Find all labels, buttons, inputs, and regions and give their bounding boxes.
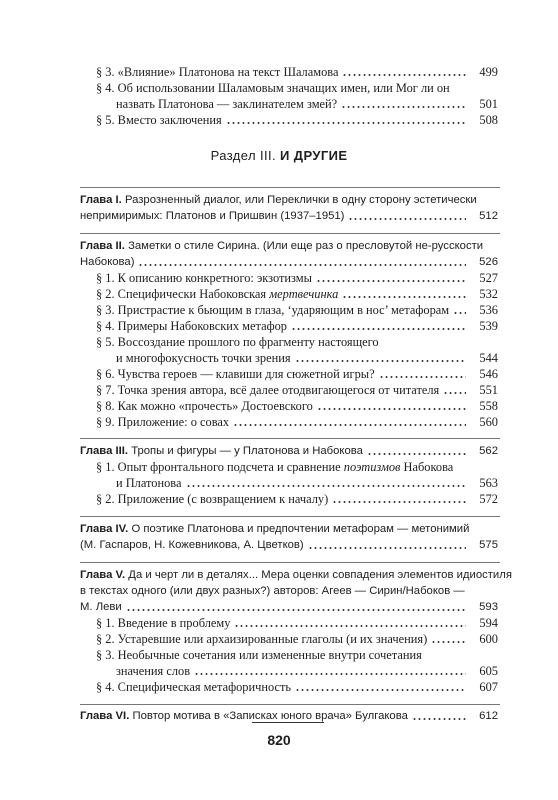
toc-page-number: 499 [479, 65, 498, 79]
toc-page-number: 526 [479, 256, 498, 268]
toc-entry-line [96, 647, 498, 663]
page-number: 820 [267, 732, 291, 748]
dot-leader [341, 106, 466, 108]
toc-page-number: 539 [479, 319, 498, 333]
toc-page-number: 600 [479, 632, 498, 646]
toc-entry-label: § 9. Приложение: о совах [96, 415, 230, 429]
toc-page-number: 572 [479, 492, 498, 506]
chapter-heading: Глава IV. [80, 523, 129, 535]
toc-entry [96, 491, 498, 507]
chapter-entry [80, 208, 498, 224]
dot-leader [342, 296, 466, 298]
toc-entry [96, 270, 498, 286]
section-title [0, 148, 558, 163]
toc-entry-label: § 4. Об использовании Шаламовым значащих имен, или Мог ли он [96, 81, 450, 95]
toc-page-number: 562 [479, 445, 498, 457]
chapter-title: Повтор мотива в «Записках юного врача» Булгакова [132, 710, 408, 722]
chapter-title: в текстах одного (или двух разных?) авторов: Агеев — Сирин/Набоков — [80, 585, 465, 597]
chapter-entry [80, 599, 498, 615]
toc-entry-label: § 4. Примеры Набоковских метафор [96, 319, 287, 333]
chapter-title: Заметки о стиле Сирина. (Или еще раз о пресловутой не-русскости [128, 240, 484, 252]
toc-page-number: 527 [479, 271, 498, 285]
toc-entry [116, 663, 498, 679]
dot-leader [138, 264, 466, 266]
dot-leader [226, 122, 466, 124]
chapter-title: непримиримых: Платонов и Пришвин (1937–1951) [80, 210, 345, 222]
toc-entry [96, 414, 498, 430]
toc-entry [116, 475, 498, 491]
toc-page-number: 536 [479, 303, 498, 317]
toc-entry-label: § 6. Чувства героев — клавиши для сюжетной игры? [96, 367, 375, 381]
toc-entry-line [96, 80, 498, 96]
toc-entry-label: § 1. Опыт фронтального подсчета и сравнение поэтизмов Набокова [96, 460, 454, 474]
toc-entry-label: назвать Платонова — заклинателем змей? [116, 97, 338, 111]
dot-leader [126, 609, 466, 611]
toc-entry-label: § 2. Устаревшие или архаизированные глаголы (и их значения) [96, 632, 428, 646]
toc-page-number: 512 [479, 210, 498, 222]
chapter-heading: Глава II. [80, 240, 125, 252]
toc-entry-label: § 7. Точка зрения автора, всё далее отодвигающегося от читателя [96, 383, 440, 397]
toc-entry-label: § 4. Специфическая метафоричность [96, 680, 292, 694]
chapter-title: Да и черт ли в деталях... Мера оценки совпадения элементов идиостиля [128, 569, 512, 581]
dot-leader [342, 74, 466, 76]
chapter-title-line [80, 583, 498, 599]
chapter-heading: Глава I. [80, 194, 122, 206]
toc-entry [96, 286, 498, 302]
dot-leader [412, 718, 466, 720]
dot-leader [332, 501, 466, 503]
folio-rule [252, 722, 324, 723]
toc-entry [96, 302, 498, 318]
toc-page-number: 508 [479, 113, 498, 127]
toc-page-number: 563 [479, 476, 498, 490]
toc-page-number: 551 [479, 383, 498, 397]
chapter-divider [80, 438, 500, 439]
dot-leader [295, 689, 466, 691]
toc-entry [96, 112, 498, 128]
chapter-title: Набокова) [80, 256, 135, 268]
dot-leader [194, 673, 466, 675]
chapter-divider [80, 516, 500, 517]
chapter-entry [80, 537, 498, 553]
dot-leader [379, 376, 466, 378]
chapter-title: О поэтике Платонова и предпочтении метафорам — метонимий [131, 523, 470, 535]
toc-entry-label: § 3. Пристрастие к бьющим в глаза, ‘ударяющим в нос’ метафорам [96, 303, 450, 317]
toc-entry [96, 64, 498, 80]
dot-leader [308, 547, 466, 549]
chapter-heading: Глава V. [80, 569, 126, 581]
toc-page-number: 501 [479, 97, 498, 111]
chapter-title-line [80, 192, 498, 208]
toc-entry-label: § 8. Как можно «прочесть» Достоевского [96, 399, 313, 413]
chapter-divider [80, 704, 500, 705]
toc-entry [116, 96, 498, 112]
toc-page-number: 544 [479, 351, 498, 365]
toc-entry-label: § 1. К описанию конкретного: экзотизмы [96, 271, 312, 285]
dot-leader [186, 485, 467, 487]
chapter-title: (М. Гаспаров, Н. Кожевникова, А. Цветков) [80, 539, 304, 551]
chapter-divider [80, 187, 500, 188]
dot-leader [316, 280, 466, 282]
chapter-title: Разрозненный диалог, или Переклички в одну сторону эстетически [124, 194, 477, 206]
dot-leader [234, 625, 466, 627]
chapter-heading: Глава VI. [80, 710, 130, 722]
toc-entry [96, 318, 498, 334]
toc-entry-line [96, 334, 498, 350]
toc-entry [96, 631, 498, 647]
section-prefix: Раздел III. [210, 148, 277, 163]
toc-entry [96, 382, 498, 398]
chapter-heading: Глава III. [80, 445, 129, 457]
toc-entry-label: § 1. Введение в проблему [96, 616, 231, 630]
toc-entry-label: значения слов [116, 664, 191, 678]
toc-entry-label: § 3. Необычные сочетания или измененные внутри сочетания [96, 648, 422, 662]
chapter-entry [80, 443, 498, 459]
toc-page-number: 560 [479, 415, 498, 429]
toc-page-number: 594 [479, 616, 498, 630]
toc-entry-label: § 5. Воссоздание прошлого по фрагменту настоящего [96, 335, 379, 349]
toc-entry [116, 350, 498, 366]
dot-leader [233, 424, 466, 426]
toc-page-number: 593 [479, 601, 498, 613]
chapter-divider [80, 233, 500, 234]
toc-entry-label: § 2. Приложение (с возвращением к началу) [96, 492, 329, 506]
chapter-entry [80, 254, 498, 270]
toc-entry [96, 398, 498, 414]
toc-entry-label: и многофокусность точки зрения [116, 351, 291, 365]
toc-page-number: 575 [479, 539, 498, 551]
toc-page-number: 607 [479, 680, 498, 694]
dot-leader [431, 641, 466, 643]
toc-page-number: 546 [479, 367, 498, 381]
chapter-title-line [80, 521, 498, 537]
chapter-title-line [80, 567, 512, 583]
toc-entry [96, 615, 498, 631]
toc-page-number: 558 [479, 399, 498, 413]
dot-leader [453, 312, 466, 314]
dot-leader [317, 408, 466, 410]
toc-entry-label: § 3. «Влияние» Платонова на текст Шаламова [96, 65, 339, 79]
section-name: И ДРУГИЕ [280, 148, 348, 163]
dot-leader [291, 328, 466, 330]
chapter-title: М. Леви [80, 601, 122, 613]
toc-entry-label: и Платонова [116, 476, 182, 490]
dot-leader [295, 360, 466, 362]
toc-page-number: 612 [479, 710, 498, 722]
toc-entry-line [96, 459, 498, 475]
toc-page-number: 605 [479, 664, 498, 678]
toc-entry-label: § 5. Вместо заключения [96, 113, 222, 127]
chapter-divider [80, 562, 500, 563]
dot-leader [348, 218, 466, 220]
toc-entry-label: § 2. Специфически Набоковская мертвечинка [96, 287, 339, 301]
toc-entry [96, 679, 498, 695]
dot-leader [443, 392, 466, 394]
toc-entry [96, 366, 498, 382]
chapter-title-line [80, 238, 498, 254]
dot-leader [367, 453, 466, 455]
chapter-title: Тропы и фигуры — у Платонова и Набокова [131, 445, 363, 457]
toc-page-number: 532 [479, 287, 498, 301]
